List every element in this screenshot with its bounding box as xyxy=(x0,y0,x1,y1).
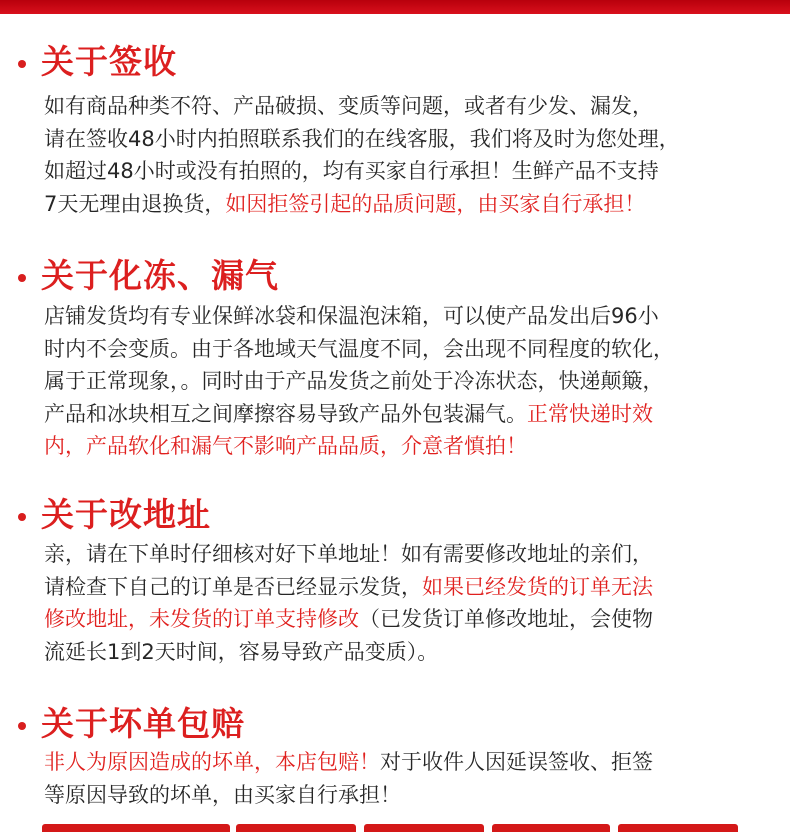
text-line: （已发货订单修改地址，会使物 xyxy=(359,607,653,632)
highlight-text: 非人为原因造成的坏单，本店包赔！ xyxy=(44,750,380,774)
section-body xyxy=(44,538,779,668)
section-title: 关于化冻、漏气 xyxy=(41,256,279,295)
highlight-text: 内，产品软化和漏气不影响产品品质，介意者慎拍！ xyxy=(44,434,527,459)
bullet-icon xyxy=(18,513,26,521)
text-line: 请在签收48小时内拍照联系我们的在线客服，我们将及时为您处理， xyxy=(44,126,680,151)
text-line: 等原因导致的坏单，由买家自行承担！ xyxy=(44,782,401,807)
bullet-icon xyxy=(18,60,26,68)
highlight-text: 正常快递时效 xyxy=(527,401,653,426)
bullet-icon xyxy=(18,722,26,730)
text-line: 7天无理由退换货， xyxy=(44,191,226,216)
section-header xyxy=(0,493,790,537)
text-line: 属于正常现象，。同时由于产品发货之前处于冷冻状态，快递颠簸， xyxy=(44,369,664,394)
text-line: 亲，请在下单时仔细核对好下单地址！如有需要修改地址的亲们， xyxy=(44,542,653,566)
bullet-icon xyxy=(18,274,26,282)
section-title: 关于签收 xyxy=(41,42,177,81)
section-body xyxy=(44,746,779,811)
text-line: 对于收件人因延误签收、拒签 xyxy=(380,750,653,774)
bottom-tab xyxy=(618,824,738,832)
bottom-tab xyxy=(492,824,610,832)
section-title: 关于坏单包赔 xyxy=(41,704,245,743)
section-body xyxy=(44,90,779,220)
section-title: 关于改地址 xyxy=(41,495,211,534)
text-line: 产品和冰块相互之间摩擦容易导致产品外包装漏气。 xyxy=(44,401,527,426)
bottom-tab xyxy=(42,824,230,832)
text-line: 如有商品种类不符、产品破损、变质等问题，或者有少发、漏发， xyxy=(44,94,653,118)
top-banner xyxy=(0,0,790,14)
highlight-text: 修改地址，未发货的订单支持修改 xyxy=(44,607,359,632)
text-line: 店铺发货均有专业保鲜冰袋和保温泡沫箱，可以使产品发出后96小 xyxy=(44,304,659,328)
bottom-tab xyxy=(364,824,484,832)
section-header xyxy=(0,40,790,84)
section-header xyxy=(0,702,790,746)
bottom-tab xyxy=(236,824,356,832)
section-header xyxy=(0,254,790,298)
highlight-text: 如因拒签引起的品质问题，由买家自行承担！ xyxy=(225,191,646,216)
text-line: 时内不会变质。由于各地域天气温度不同，会出现不同程度的软化， xyxy=(44,336,674,361)
section-damage-compensation xyxy=(0,702,790,807)
highlight-text: 如果已经发货的订单无法 xyxy=(422,574,653,599)
text-line: 请检查下自己的订单是否已经显示发货， xyxy=(44,574,422,599)
section-thaw-leak xyxy=(0,254,790,459)
text-line: 流延长1到2天时间，容易导致产品变质）。 xyxy=(44,639,439,664)
section-sign-receipt xyxy=(0,40,790,216)
section-change-address xyxy=(0,493,790,664)
section-body xyxy=(44,300,779,463)
text-line: 如超过48小时或没有拍照的，均有买家自行承担！生鲜产品不支持 xyxy=(44,159,659,184)
